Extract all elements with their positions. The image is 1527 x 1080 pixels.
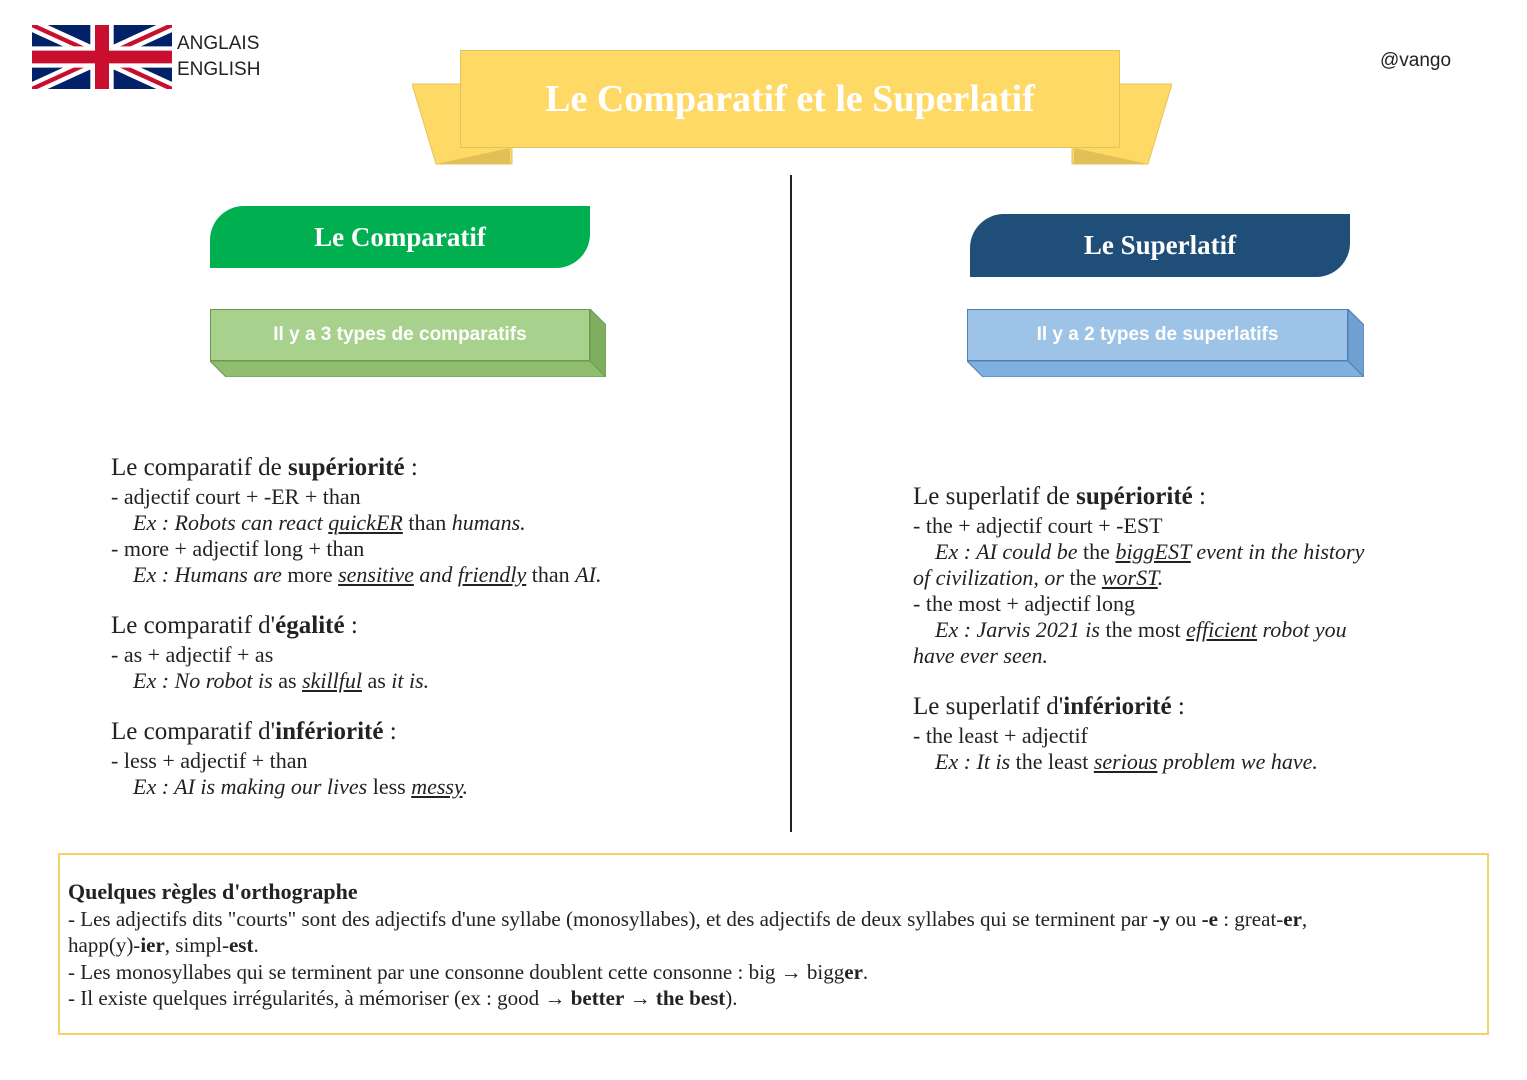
column-divider: [790, 175, 792, 832]
example-line: Ex : It is the least serious problem we have.: [935, 749, 1318, 774]
page-title: Le Comparatif et le Superlatif: [460, 50, 1120, 148]
rule-line: - the least + adjectif: [913, 723, 1088, 748]
comparatif-types-box: [210, 309, 606, 377]
superlatif-types-label: Il y a 2 types de superlatifs: [1036, 324, 1279, 345]
subject-en: ENGLISH: [177, 59, 261, 80]
comparatif-content: [111, 452, 751, 800]
example-line: Ex : AI could be the biggEST event in the history: [935, 539, 1365, 564]
comparatif-superiorite-title: Le comparatif de supériorité :: [111, 454, 418, 481]
subject-fr: ANGLAIS: [177, 33, 260, 54]
comparatif-inferiorite-title: Le comparatif d'infériorité :: [111, 718, 397, 745]
superlatif-inferiorite-title: Le superlatif d'infériorité :: [913, 693, 1185, 720]
comparatif-heading: Le Comparatif: [210, 206, 590, 268]
example-line: Ex : Robots can react quickER than humans.: [133, 510, 526, 535]
comparatif-types-label: Il y a 3 types de comparatifs: [273, 324, 527, 345]
example-line: Ex : Jarvis 2021 is the most efficient robot you: [935, 617, 1347, 642]
superlatif-superiorite-title: Le superlatif de supériorité :: [913, 483, 1206, 510]
uk-flag-icon: [32, 25, 172, 89]
example-line: Ex : AI is making our lives less messy.: [133, 774, 469, 799]
rule-line: - the + adjectif court + -EST: [913, 513, 1163, 538]
spelling-rule-3: - Il existe quelques irrégularités, à mémoriser (ex : good → better → the best).: [68, 986, 738, 1010]
author-handle: @vango: [1380, 50, 1452, 71]
rule-line: - the most + adjectif long: [913, 591, 1135, 616]
example-line: of civilization, or the worST.: [913, 565, 1164, 590]
rule-line: - as + adjectif + as: [111, 642, 274, 667]
example-line: Ex : Humans are more sensitive and friendly than AI.: [133, 562, 602, 587]
rule-line: - adjectif court + -ER + than: [111, 484, 361, 509]
superlatif-content: [913, 481, 1473, 775]
superlatif-heading: Le Superlatif: [970, 214, 1350, 277]
comparatif-egalite-title: Le comparatif d'égalité :: [111, 612, 358, 639]
example-line: Ex : No robot is as skillful as it is.: [133, 668, 430, 693]
rule-line: - more + adjectif long + than: [111, 536, 365, 561]
rule-line: - less + adjectif + than: [111, 748, 308, 773]
spelling-rule-1: - Les adjectifs dits "courts" sont des adjectifs d'une syllabe (monosyllabes), et des adjectifs de deux syllabes qui se terminent par -y ou -e : great-er, happ(y)-ier, simpl-est.: [68, 906, 1308, 957]
spelling-rule-2: - Les monosyllabes qui se terminent par une consonne doublent cette consonne : big → bigger.: [68, 959, 869, 984]
superlatif-types-box: [967, 309, 1364, 377]
example-line: have ever seen.: [913, 643, 1048, 668]
spelling-rules-title: Quelques règles d'orthographe: [68, 879, 358, 904]
spelling-rules-box: [58, 853, 1489, 1035]
